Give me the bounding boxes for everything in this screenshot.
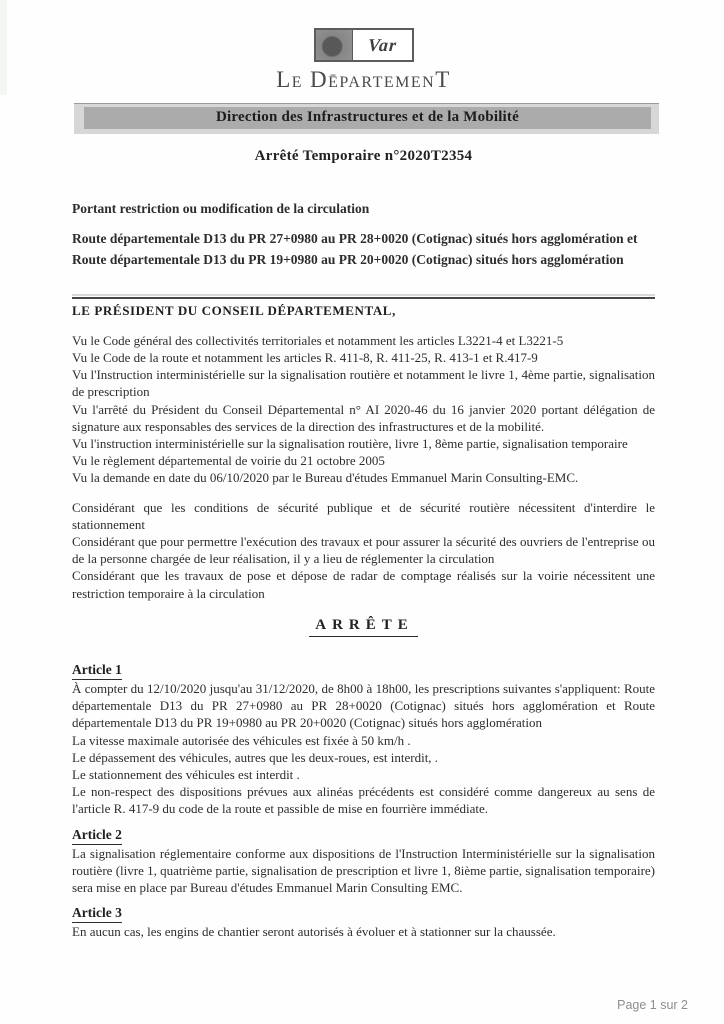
article-paragraph: À compter du 12/10/2020 jusqu'au 31/12/2020, de 8h00 à 18h00, les prescriptions suivantes s'appliquent: Route départementale D13 du PR 27+0980 au PR 28+0020 (Cotignac) situés hors agglomération et Route départementale D13 du PR 19+0980 au PR 20+0020 (Cotignac) situés hors agglomération: [72, 680, 655, 731]
arrete-number-title: Arrêté Temporaire n°2020T2354: [254, 148, 473, 164]
var-logo-brand: Var: [366, 34, 398, 55]
direction-header-bar: [74, 103, 659, 134]
wordmark-letters: E: [291, 74, 304, 91]
considerant-list: [72, 499, 655, 602]
visa-item: Vu l'arrêté du Président du Conseil Départemental n° AI 2020-46 du 16 janvier 2020 portant délégation de signature aux responsables des services de la direction des infrastructures et de la mobilité.: [72, 401, 655, 434]
wordmark-letter: D: [310, 67, 329, 92]
visa-list: [72, 332, 655, 487]
var-logo-emblem-icon: [316, 30, 353, 60]
article-1-title: Article 1: [72, 662, 122, 680]
visa-item: Vu le Code de la route et notamment les articles R. 411-8, R. 411-25, R. 413-1 et R.417-9: [72, 350, 538, 366]
authority-heading: LE PRÉSIDENT DU CONSEIL DÉPARTEMENTAL,: [72, 302, 396, 318]
considerant-item: Considérant que les travaux de pose et dépose de radar de comptage réalisés sur la voirie nécessitent une restriction temporaire à la circulation: [72, 568, 655, 601]
wordmark-letter: L: [276, 67, 292, 92]
wordmark-letter: T: [435, 67, 451, 92]
article-paragraph: En aucun cas, les engins de chantier seront autorisés à évoluer et à stationner sur la chaussée.: [72, 924, 556, 940]
considerant-item: Considérant que les conditions de sécurité publique et de sécurité routière nécessitent d'interdire le stationnement: [72, 499, 655, 532]
article-2-heading-wrap: [72, 826, 655, 845]
var-department-logo: [72, 28, 655, 93]
article-paragraph: Le stationnement des véhicules est interdit .: [72, 766, 300, 782]
article-paragraph: La signalisation réglementaire conforme aux dispositions de l'Instruction Interministérielle sur la signalisation routière (livre 1, quatrième partie, signalisation de prescription et livre 1, 8ième partie, signalisation temporaire) sera mise en place par Bureau d'études Emmanuel Marin Consulting EMC.: [72, 845, 655, 895]
article-2-title: Article 2: [72, 827, 122, 845]
article-1-body: [72, 680, 655, 818]
direction-title: Direction des Infrastructures et de la Mobilité: [84, 107, 651, 129]
var-logo-icon: [314, 28, 414, 62]
article-paragraph: Le dépassement des véhicules, autres que les deux-roues, est interdit, .: [72, 749, 439, 765]
wordmark-letters: ĒPARTEMEN: [328, 74, 436, 91]
scan-edge-artifact: [0, 0, 7, 95]
visa-item: Vu l'instruction interministérielle sur la signalisation routière, livre 1, 8ème partie, signalisation temporaire: [72, 436, 628, 452]
article-paragraph: La vitesse maximale autorisée des véhicules est fixée à 50 km/h .: [72, 732, 411, 748]
article-1-heading-wrap: [72, 661, 655, 680]
article-3-heading-wrap: [72, 904, 655, 923]
article-paragraph: Le non-respect des dispositions prévues aux alinéas précédents est considéré comme dangereux au sens de l'article R. 417-9 du code de la route et passible de mise en fourrière immédiate.: [72, 784, 655, 817]
page-number: Page 1 sur 2: [617, 998, 688, 1012]
visa-item: Vu la demande en date du 06/10/2020 par le Bureau d'études Emmanuel Marin Consulting-EMC.: [72, 470, 579, 486]
article-3-body: [72, 923, 655, 940]
visa-item: Vu le Code général des collectivités territoriales et notamment les articles L3221-4 et L3221-5: [72, 332, 564, 348]
article-2-body: [72, 845, 655, 897]
route-description: Route départementale D13 du PR 27+0980 au PR 28+0020 (Cotignac) situés hors agglomération et Route départementale D13 du PR 19+0980 au PR 20+0020 (Cotignac) situés hors agglomération: [72, 231, 638, 267]
subject-line: Portant restriction ou modification de la circulation: [72, 201, 370, 216]
arrete-heading: ARRÊTE: [309, 617, 418, 637]
departement-wordmark: [72, 67, 655, 93]
visa-item: Vu le règlement départemental de voirie du 21 octobre 2005: [72, 453, 385, 469]
considerant-item: Considérant que pour permettre l'exécution des travaux et pour assurer la sécurité des ouvriers de l'entreprise ou de la personne chargée de leur réalisation, il y a lieu de réglementer la circulation: [72, 534, 655, 567]
decision-heading-wrap: [72, 616, 655, 637]
visa-item: Vu l'Instruction interministérielle sur la signalisation routière et notamment le livre 1, 4ème partie, signalisation de prescription: [72, 367, 655, 400]
article-3-title: Article 3: [72, 905, 122, 923]
